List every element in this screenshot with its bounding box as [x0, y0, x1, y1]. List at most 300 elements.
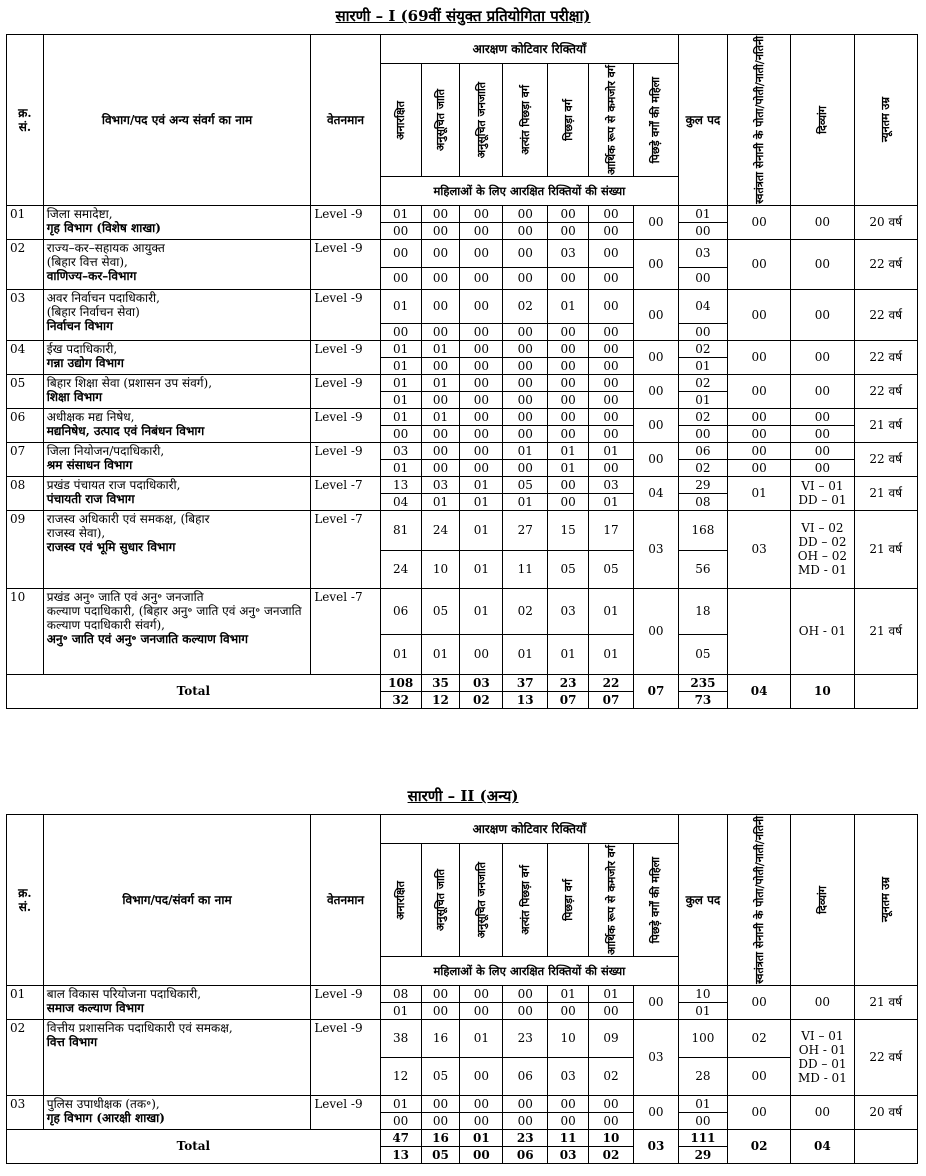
divyang-value: 00: [791, 459, 854, 476]
department-name: पंचायती राज विभाग: [46, 491, 135, 506]
total-label: Total: [7, 1129, 381, 1163]
women-vacancy-value: 00: [548, 1112, 589, 1129]
post-name: [43, 985, 311, 1019]
total-posts-value: 100: [678, 1019, 727, 1057]
total-freedom-fighter: 04: [727, 674, 790, 708]
freedom-fighter-value: 00: [727, 340, 790, 374]
freedom-fighter-value: 00: [727, 289, 790, 340]
women-vacancy-value: 00: [589, 323, 634, 340]
post-title: ईख पदाधिकारी,: [46, 341, 118, 356]
post-title: प्रखंड पंचायत राज पदाधिकारी,: [46, 477, 181, 492]
header-category: [589, 63, 634, 176]
total-posts: 111: [678, 1129, 727, 1146]
vacancy-value: 01: [548, 442, 589, 459]
header-category-text: पिछड़ा वर्ग: [561, 879, 575, 921]
min-age-value: 20 वर्ष: [854, 1095, 917, 1129]
table-row: [7, 289, 918, 323]
department-name: राजस्व एवं भूमि सुधार विभाग: [46, 539, 176, 554]
post-name: [43, 1019, 311, 1095]
divyang-value: 00: [791, 442, 854, 459]
women-vacancy-value: 00: [421, 459, 460, 476]
total-freedom-fighter: 02: [727, 1129, 790, 1163]
bc-women-value: 03: [633, 510, 678, 588]
header-divyang: [791, 35, 854, 206]
department-name: शिक्षा विभाग: [46, 389, 102, 404]
header-divyang: [791, 815, 854, 986]
total-value: 16: [421, 1129, 460, 1146]
freedom-fighter-value: [727, 588, 790, 674]
women-vacancy-value: 00: [548, 493, 589, 510]
vacancy-value: 01: [380, 1095, 421, 1112]
divyang-value: 00: [791, 205, 854, 239]
header-women-reserved: महिलाओं के लिए आरक्षित रिक्तियों की संख्या: [380, 956, 678, 985]
women-total-value: 02: [678, 459, 727, 476]
table-row: [7, 442, 918, 459]
divyang-value: 00: [791, 408, 854, 425]
total-women-value: 03: [548, 1146, 589, 1163]
header-category: [503, 843, 548, 956]
post-subtitle: (बिहार वित्त सेवा),: [46, 254, 128, 269]
vacancy-value: 17: [589, 510, 634, 550]
total-posts-value: 02: [678, 340, 727, 357]
vacancy-value: 01: [589, 985, 634, 1002]
vacancy-value: 00: [421, 205, 460, 222]
women-vacancy-value: 00: [503, 459, 548, 476]
post-name: [43, 588, 311, 674]
total-bc-women: 07: [633, 674, 678, 708]
divyang-value: 00: [791, 289, 854, 340]
freedom-fighter-value: 00: [727, 1095, 790, 1129]
total-women-value: 07: [548, 691, 589, 708]
vacancy-value: 00: [421, 1095, 460, 1112]
women-vacancy-value: 00: [548, 391, 589, 408]
header-women-reserved: महिलाओं के लिए आरक्षित रिक्तियों की संख्या: [380, 176, 678, 205]
table-row: [7, 374, 918, 391]
vacancy-value: 00: [503, 205, 548, 222]
bc-women-value: 00: [633, 408, 678, 442]
vacancy-value: 00: [589, 340, 634, 357]
vacancy-value: 15: [548, 510, 589, 550]
women-vacancy-value: 00: [460, 425, 503, 442]
total-value: 108: [380, 674, 421, 691]
vacancy-value: 00: [421, 289, 460, 323]
freedom-fighter-value: 00: [727, 985, 790, 1019]
post-name: [43, 205, 311, 239]
serial-no: 05: [7, 374, 44, 408]
header-name: विभाग/पद/संवर्ग का नाम: [43, 815, 311, 986]
header-sno: क्र. सं.: [7, 815, 44, 986]
total-women-value: 00: [460, 1146, 503, 1163]
vacancy-value: 01: [421, 340, 460, 357]
vacancy-value: 01: [380, 340, 421, 357]
vacancy-value: 01: [460, 510, 503, 550]
post-name: [43, 239, 311, 289]
serial-no: 09: [7, 510, 44, 588]
header-freedom-fighter: [727, 815, 790, 986]
total-value: 10: [589, 1129, 634, 1146]
total-value: 37: [503, 674, 548, 691]
women-vacancy-value: 00: [380, 323, 421, 340]
women-vacancy-value: 00: [503, 267, 548, 289]
table-row: [7, 510, 918, 550]
women-vacancy-value: 05: [421, 1057, 460, 1095]
post-title: बाल विकास परियोजना पदाधिकारी,: [46, 986, 202, 1001]
vacancy-value: 00: [460, 239, 503, 267]
women-vacancy-value: 00: [589, 459, 634, 476]
vacancy-value: 00: [503, 374, 548, 391]
bc-women-value: 00: [633, 289, 678, 340]
vacancy-value: 01: [380, 374, 421, 391]
serial-no: 01: [7, 205, 44, 239]
department-name: अनु॰ जाति एवं अनु॰ जनजाति कल्याण विभाग: [46, 631, 249, 646]
pay-level: Level -7: [311, 588, 380, 674]
department-name: मद्यनिषेध, उत्पाद एवं निबंधन विभाग: [46, 423, 205, 438]
header-divyang-text: दिव्यांग: [815, 106, 829, 134]
bc-women-value: 00: [633, 205, 678, 239]
vacancy-value: 00: [589, 408, 634, 425]
women-vacancy-value: 05: [548, 550, 589, 588]
total-value: 01: [460, 1129, 503, 1146]
women-vacancy-value: 00: [380, 267, 421, 289]
post-subtitle: कल्याण पदाधिकारी, (बिहार अनु॰ जाति एवं अनु॰ जनजाति कल्याण पदाधिकारी संवर्ग),: [46, 603, 302, 632]
post-title: जिला समादेष्टा,: [46, 206, 113, 221]
women-total-value: 01: [678, 391, 727, 408]
pay-level: Level -9: [311, 1019, 380, 1095]
vacancy-value: 24: [421, 510, 460, 550]
header-category: [633, 63, 678, 176]
pay-level: Level -9: [311, 289, 380, 340]
vacancy-value: 00: [460, 408, 503, 425]
women-vacancy-value: 00: [589, 222, 634, 239]
total-bc-women: 03: [633, 1129, 678, 1163]
vacancy-value: 01: [460, 1019, 503, 1057]
freedom-fighter-value: 00: [727, 442, 790, 459]
vacancy-value: 00: [548, 476, 589, 493]
women-vacancy-value: 00: [548, 222, 589, 239]
header-category-text: अत्यंत पिछड़ा वर्ग: [518, 85, 532, 155]
women-vacancy-value: 00: [503, 323, 548, 340]
women-total-value: 01: [678, 357, 727, 374]
total-value: 23: [548, 674, 589, 691]
women-vacancy-value: 01: [589, 634, 634, 674]
women-vacancy-value: 00: [589, 1112, 634, 1129]
min-age-value: 22 वर्ष: [854, 239, 917, 289]
women-vacancy-value: 01: [460, 550, 503, 588]
header-min-age-text: न्यूनतम उम्र: [879, 97, 893, 143]
divyang-value: 00: [791, 985, 854, 1019]
women-vacancy-value: 10: [421, 550, 460, 588]
header-category: [460, 843, 503, 956]
table-row: [7, 588, 918, 634]
women-vacancy-value: 03: [548, 1057, 589, 1095]
bc-women-value: 00: [633, 588, 678, 674]
women-total-value: 00: [678, 1112, 727, 1129]
women-total-value: 08: [678, 493, 727, 510]
post-title: अवर निर्वाचन पदाधिकारी,: [46, 290, 160, 305]
header-pay: वेतनमान: [311, 815, 380, 986]
min-age-value: 21 वर्ष: [854, 476, 917, 510]
post-subtitle: (बिहार निर्वाचन सेवा): [46, 304, 140, 319]
total-value: 23: [503, 1129, 548, 1146]
women-vacancy-value: 00: [460, 267, 503, 289]
total-divyang: 04: [791, 1129, 854, 1163]
header-category-text: पिछड़े वर्गों की महिला: [649, 76, 663, 164]
women-vacancy-value: 11: [503, 550, 548, 588]
vacancy-value: 23: [503, 1019, 548, 1057]
department-name: श्रम संसाधन विभाग: [46, 457, 133, 472]
header-min-age-text: न्यूनतम उम्र: [879, 877, 893, 923]
vacancy-value: 00: [460, 442, 503, 459]
bc-women-value: 00: [633, 1095, 678, 1129]
vacancy-value: 27: [503, 510, 548, 550]
total-value: 35: [421, 674, 460, 691]
women-vacancy-value: 00: [589, 267, 634, 289]
vacancy-value: 13: [380, 476, 421, 493]
vacancy-value: 00: [503, 408, 548, 425]
women-vacancy-value: 00: [380, 425, 421, 442]
table-row: [7, 1019, 918, 1057]
women-vacancy-value: 01: [548, 634, 589, 674]
table-row: [7, 476, 918, 493]
header-category: [548, 63, 589, 176]
women-vacancy-value: 00: [503, 1002, 548, 1019]
freedom-fighter-value: 02: [727, 1019, 790, 1057]
min-age-value: 21 वर्ष: [854, 588, 917, 674]
women-vacancy-value: 02: [589, 1057, 634, 1095]
women-vacancy-value: 00: [421, 267, 460, 289]
women-vacancy-value: 00: [548, 323, 589, 340]
women-vacancy-value: 00: [460, 1112, 503, 1129]
women-vacancy-value: 00: [548, 267, 589, 289]
table-row: [7, 1095, 918, 1112]
women-vacancy-value: 00: [421, 323, 460, 340]
vacancy-value: 00: [460, 205, 503, 222]
vacancy-value: 00: [380, 239, 421, 267]
header-category: [503, 63, 548, 176]
header-total: कुल पद: [678, 35, 727, 206]
total-posts-value: 168: [678, 510, 727, 550]
vacancy-value: 10: [548, 1019, 589, 1057]
vacancy-value: 06: [380, 588, 421, 634]
header-category-text: अनुसूचित जाति: [433, 88, 447, 151]
post-name: [43, 340, 311, 374]
serial-no: 02: [7, 1019, 44, 1095]
vacancy-value: 02: [503, 588, 548, 634]
table-row: [7, 985, 918, 1002]
pay-level: Level -9: [311, 205, 380, 239]
vacancy-value: 01: [421, 374, 460, 391]
post-name: [43, 476, 311, 510]
vacancy-value: 03: [589, 476, 634, 493]
vacancy-value: 16: [421, 1019, 460, 1057]
total-women-value: 13: [380, 1146, 421, 1163]
header-freedom-fighter: [727, 35, 790, 206]
total-women-posts: 29: [678, 1146, 727, 1163]
total-posts-value: 02: [678, 408, 727, 425]
min-age-value: 22 वर्ष: [854, 442, 917, 476]
total-women-value: 06: [503, 1146, 548, 1163]
vacancy-value: 01: [548, 985, 589, 1002]
total-women-value: 05: [421, 1146, 460, 1163]
women-total-value: 01: [678, 1002, 727, 1019]
post-title: राजस्व अधिकारी एवं समकक्ष, (बिहार: [46, 511, 210, 526]
women-vacancy-value: 01: [503, 493, 548, 510]
pay-level: Level -9: [311, 1095, 380, 1129]
women-vacancy-value: 01: [503, 634, 548, 674]
total-women-value: 02: [460, 691, 503, 708]
header-category: [589, 843, 634, 956]
header-category: [460, 63, 503, 176]
vacancy-value: 03: [421, 476, 460, 493]
vacancy-value: 05: [503, 476, 548, 493]
vacancy-value: 00: [503, 1095, 548, 1112]
total-women-value: 12: [421, 691, 460, 708]
vacancy-value: 01: [589, 442, 634, 459]
women-vacancy-value: 00: [460, 459, 503, 476]
divyang-value: OH - 01: [791, 588, 854, 674]
total-posts-value: 29: [678, 476, 727, 493]
vacancy-value: 01: [548, 289, 589, 323]
women-vacancy-value: 00: [548, 357, 589, 374]
women-vacancy-value: 00: [589, 1002, 634, 1019]
pay-level: Level -9: [311, 442, 380, 476]
serial-no: 02: [7, 239, 44, 289]
post-name: [43, 442, 311, 476]
total-label: Total: [7, 674, 381, 708]
total-women-value: 32: [380, 691, 421, 708]
women-vacancy-value: 01: [460, 493, 503, 510]
total-value: 47: [380, 1129, 421, 1146]
table1: [6, 34, 918, 709]
header-category: [380, 843, 421, 956]
vacancy-value: 00: [503, 239, 548, 267]
freedom-fighter-value: 00: [727, 205, 790, 239]
vacancy-value: 00: [589, 289, 634, 323]
women-vacancy-value: 01: [380, 1002, 421, 1019]
header-reservation: आरक्षण कोटिवार रिक्तियाँ: [380, 35, 678, 64]
women-vacancy-value: 00: [460, 1057, 503, 1095]
vacancy-value: 00: [589, 239, 634, 267]
women-vacancy-value: 05: [589, 550, 634, 588]
header-category-text: आर्थिक रूप से कमजोर वर्ग: [604, 64, 618, 175]
table2-title: सारणी – II (अन्य): [407, 787, 519, 805]
department-name: गृह विभाग (आरक्षी शाखा): [46, 1110, 165, 1125]
total-value: 03: [460, 674, 503, 691]
bc-women-value: 00: [633, 340, 678, 374]
women-vacancy-value: 01: [380, 634, 421, 674]
min-age-value: 21 वर्ष: [854, 510, 917, 588]
header-category-text: पिछड़े वर्गों की महिला: [649, 856, 663, 944]
women-vacancy-value: 00: [548, 1002, 589, 1019]
divyang-value: 00: [791, 374, 854, 408]
vacancy-value: 00: [460, 374, 503, 391]
women-vacancy-value: 01: [421, 634, 460, 674]
freedom-fighter-value: 00: [727, 425, 790, 442]
header-reservation: आरक्षण कोटिवार रिक्तियाँ: [380, 815, 678, 844]
vacancy-value: 02: [503, 289, 548, 323]
women-vacancy-value: 01: [589, 493, 634, 510]
post-title: जिला नियोजन/पदाधिकारी,: [46, 443, 165, 458]
vacancy-value: 03: [548, 588, 589, 634]
total-age-blank: [854, 674, 917, 708]
serial-no: 08: [7, 476, 44, 510]
women-vacancy-value: 00: [460, 357, 503, 374]
header-category-text: अत्यंत पिछड़ा वर्ग: [518, 865, 532, 935]
post-title: वित्तीय प्रशासनिक पदाधिकारी एवं समकक्ष,: [46, 1020, 233, 1035]
vacancy-value: 00: [589, 205, 634, 222]
bc-women-value: 00: [633, 374, 678, 408]
total-posts-value: 02: [678, 374, 727, 391]
department-name: वित्त विभाग: [46, 1034, 98, 1049]
header-category-text: अनुसूचित जनजाति: [474, 81, 488, 159]
vacancy-value: 09: [589, 1019, 634, 1057]
women-vacancy-value: 00: [503, 391, 548, 408]
header-freedom-fighter-text: स्वतंत्रता सेनानी के पोता/पोती/नाती/नतिनी: [752, 36, 766, 204]
post-title: प्रखंड अनु॰ जाति एवं अनु॰ जनजाति: [46, 589, 204, 604]
total-posts-value: 10: [678, 985, 727, 1002]
department-name: गृह विभाग (विशेष शाखा): [46, 220, 161, 235]
header-name: विभाग/पद एवं अन्य संवर्ग का नाम: [43, 35, 311, 206]
pay-level: Level -7: [311, 510, 380, 588]
women-total-value: 56: [678, 550, 727, 588]
women-vacancy-value: 00: [380, 1112, 421, 1129]
header-min-age: [854, 35, 917, 206]
vacancy-value: 01: [380, 289, 421, 323]
serial-no: 03: [7, 289, 44, 340]
post-title: बिहार शिक्षा सेवा (प्रशासन उप संवर्ग),: [46, 375, 213, 390]
header-category-text: आर्थिक रूप से कमजोर वर्ग: [604, 844, 618, 955]
women-vacancy-value: 00: [380, 222, 421, 239]
pay-level: Level -9: [311, 985, 380, 1019]
header-min-age: [854, 815, 917, 986]
vacancy-value: 00: [460, 1095, 503, 1112]
freedom-fighter-value: 00: [727, 239, 790, 289]
freedom-fighter-value: 01: [727, 476, 790, 510]
vacancy-value: 03: [380, 442, 421, 459]
women-total-value: 00: [678, 222, 727, 239]
vacancy-value: 00: [421, 239, 460, 267]
header-category: [548, 843, 589, 956]
vacancy-value: 01: [380, 408, 421, 425]
vacancy-value: 00: [421, 442, 460, 459]
vacancy-value: 00: [460, 985, 503, 1002]
bc-women-value: 04: [633, 476, 678, 510]
header-pay: वेतनमान: [311, 35, 380, 206]
total-divyang: 10: [791, 674, 854, 708]
min-age-value: 21 वर्ष: [854, 408, 917, 442]
header-category: [421, 63, 460, 176]
women-vacancy-value: 00: [460, 391, 503, 408]
women-vacancy-value: 04: [380, 493, 421, 510]
vacancy-value: 01: [380, 205, 421, 222]
divyang-value: 00: [791, 425, 854, 442]
women-vacancy-value: 00: [589, 391, 634, 408]
post-name: [43, 374, 311, 408]
vacancy-value: 00: [548, 340, 589, 357]
pay-level: Level -7: [311, 476, 380, 510]
total-women-value: 02: [589, 1146, 634, 1163]
min-age-value: 22 वर्ष: [854, 289, 917, 340]
divyang-value: 00: [791, 1095, 854, 1129]
total-women-value: 13: [503, 691, 548, 708]
women-vacancy-value: 00: [421, 1112, 460, 1129]
vacancy-value: 01: [589, 588, 634, 634]
women-vacancy-value: 00: [589, 425, 634, 442]
header-category-text: अनुसूचित जाति: [433, 868, 447, 931]
vacancy-value: 01: [460, 476, 503, 493]
women-vacancy-value: 00: [460, 222, 503, 239]
department-name: निर्वाचन विभाग: [46, 318, 113, 333]
